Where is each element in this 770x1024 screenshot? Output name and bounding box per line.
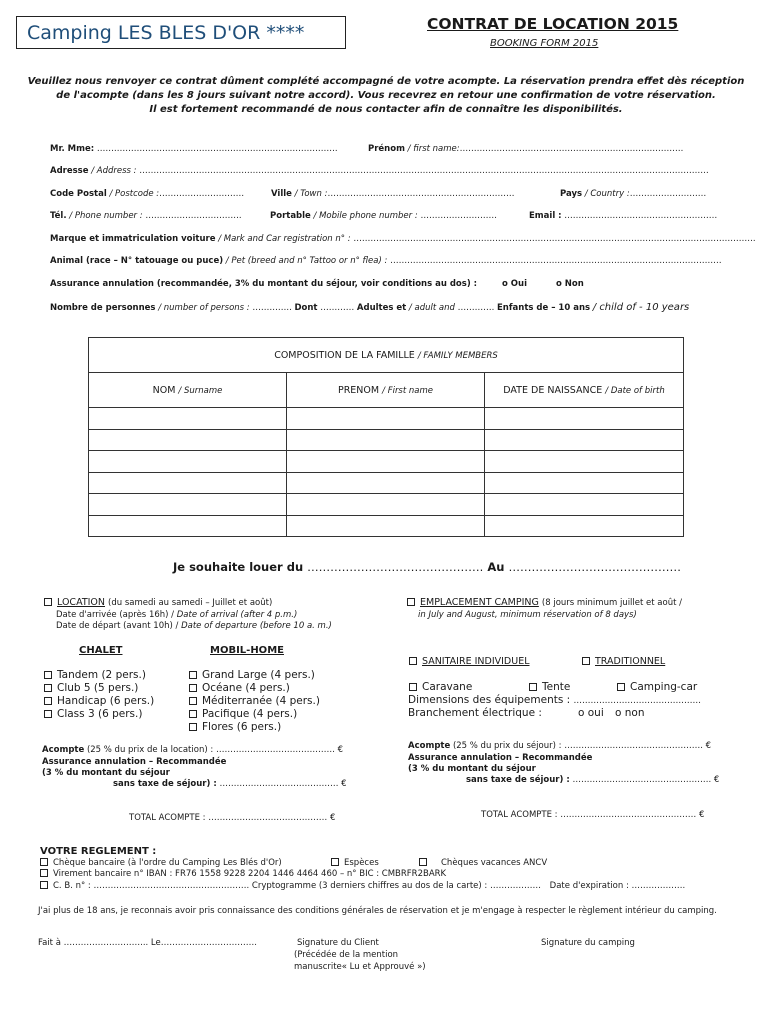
acompte-detail: (25 % du prix de la location) : [86, 745, 214, 755]
location-assurance-line2: (3 % du montant du séjour [42, 768, 170, 778]
email-label: Email : [529, 211, 562, 221]
signature-client-label: Signature du Client [297, 938, 379, 948]
euro-symbol: € [341, 779, 347, 789]
euro-symbol: € [713, 775, 720, 785]
family-title-en: / FAMILY MEMBERS [417, 350, 498, 361]
address-dots[interactable]: ………………………………………………………………………………………………………………………………………………………………………………… [139, 166, 709, 176]
adults-dots[interactable]: …………. [457, 303, 495, 313]
dont-dots[interactable]: ………… [320, 303, 355, 313]
column-birthdate-en: / Date of birth [605, 385, 665, 396]
cell-birthdate[interactable] [485, 515, 684, 537]
dont-label: Dont [294, 303, 318, 313]
checkbox[interactable] [44, 684, 52, 692]
animal-field[interactable] [50, 256, 722, 266]
mobile-field[interactable] [270, 211, 497, 221]
column-surname-en: / Surname [178, 385, 223, 396]
checkbox[interactable] [44, 710, 52, 718]
branchement-line [408, 707, 542, 719]
checkbox[interactable] [189, 710, 197, 718]
adults-en: / adult and [408, 303, 455, 313]
children-label: Enfants de – 10 ans [496, 303, 591, 313]
cheque-label: Chèque bancaire (à l'ordre du Camping Les Blés d'Or) [53, 858, 282, 868]
checkbox[interactable] [40, 881, 48, 889]
mobil-label: Grand Large (4 pers.) [202, 669, 315, 681]
insurance-label: Assurance annulation (recommandée, 3% du montant du séjour, voir conditions au dos) : [50, 279, 478, 289]
assurance-dots[interactable]: …………………………………………. [572, 775, 712, 785]
location-assurance-line1: Assurance annulation – Recommandée [42, 757, 227, 767]
cell-firstname[interactable] [287, 494, 485, 516]
acompte-detail: (25 % du prix du séjour) : [452, 741, 562, 751]
cell-surname[interactable] [89, 429, 287, 451]
emplacement-option[interactable] [407, 597, 682, 608]
assurance-label: sans taxe de séjour) : [466, 775, 570, 785]
insurance-field [50, 279, 477, 289]
emplacement-assurance-line2: (3 % du montant du séjour [408, 764, 536, 774]
animal-dots[interactable]: ……………………………………………………………………………………………………… [390, 256, 722, 266]
animal-label: Animal (race – N° tatouage ou puce) [50, 256, 224, 266]
column-header-firstname [287, 373, 485, 408]
euro-symbol: € [705, 741, 712, 751]
insurance-no-option[interactable]: o Non [556, 279, 584, 289]
postcode-en: / Postcode : [109, 189, 160, 199]
mobil-label: Pacifique (4 pers.) [202, 708, 298, 720]
checkbox[interactable] [617, 683, 625, 691]
mobil-option-pacifique[interactable] [189, 708, 297, 720]
country-en: / Country : [584, 189, 630, 199]
campingcar-option[interactable] [617, 681, 697, 693]
chalet-label: Tandem (2 pers.) [57, 669, 146, 681]
signature-note-line1: (Précédée de la mention [294, 950, 399, 960]
animal-en: / Pet (breed and n° Tattoo or n° flea) : [225, 256, 388, 266]
column-birthdate-label: DATE DE NAISSANCE [503, 384, 603, 396]
column-header-surname [89, 373, 287, 408]
rent-dates[interactable] [173, 560, 681, 574]
location-assurance-line3[interactable] [113, 779, 347, 789]
total-dots[interactable]: ………………………………………… [560, 810, 697, 820]
emplacement-checkbox[interactable] [407, 598, 415, 606]
cell-firstname[interactable] [287, 451, 485, 473]
children-en: / child of - 10 years [592, 302, 690, 313]
phone-label: Tél. [50, 211, 67, 221]
cell-birthdate[interactable] [485, 408, 684, 430]
chalet-option-tandem[interactable] [44, 669, 146, 681]
tente-option[interactable] [529, 681, 570, 693]
dimensions-label: Dimensions des équipements : [408, 694, 571, 706]
name-dots[interactable]: …………………………………………………………………………. [96, 144, 338, 154]
sanitaire-label: SANITAIRE INDIVIDUEL [422, 656, 530, 667]
checkbox[interactable] [582, 657, 590, 665]
mobilhome-title: MOBIL-HOME [210, 645, 284, 656]
mobil-label: Océane (4 pers.) [202, 682, 290, 694]
emplacement-total-line[interactable] [481, 810, 704, 820]
address-en: / Address : [91, 166, 137, 176]
name-field[interactable] [50, 144, 338, 154]
emplacement-acompte-line[interactable] [408, 741, 711, 751]
town-field[interactable] [271, 189, 514, 199]
family-members-table [88, 337, 684, 537]
location-checkbox[interactable] [44, 598, 52, 606]
caravane-label: Caravane [422, 681, 473, 693]
mobil-label: Flores (6 pers.) [202, 721, 282, 733]
traditionnel-label: TRADITIONNEL [595, 656, 666, 667]
checkbox[interactable] [419, 858, 427, 866]
car-dots[interactable]: ……………………………………………………………………………………………………………………………. [353, 234, 756, 244]
chalet-label: Club 5 (5 pers.) [57, 682, 139, 694]
contract-title: CONTRAT DE LOCATION 2015 [427, 15, 679, 33]
postcode-field[interactable] [50, 189, 244, 199]
checkbox[interactable] [529, 683, 537, 691]
address-field[interactable] [50, 166, 739, 176]
rent-label: Je souhaite louer du [173, 560, 304, 574]
campingcar-label: Camping-car [630, 681, 698, 693]
emplacement-subtitle: (8 jours minimum juillet et août / [541, 598, 683, 608]
total-dots[interactable]: …………………………………… [208, 813, 328, 823]
checkbox[interactable] [189, 723, 197, 731]
euro-symbol: € [329, 813, 336, 823]
mobil-option-mediterranee[interactable] [189, 695, 320, 707]
cell-firstname[interactable] [287, 429, 485, 451]
departure-line [56, 621, 332, 631]
intro-line2: Il est fortement recommandé de nous contacter afin de connaître les disponibilités. [149, 104, 623, 115]
cell-surname[interactable] [89, 515, 287, 537]
address-label: Adresse [50, 166, 89, 176]
camping-name-box [16, 16, 346, 49]
cell-birthdate[interactable] [485, 429, 684, 451]
arrival-line [56, 610, 297, 620]
cell-birthdate[interactable] [485, 472, 684, 494]
table-row [89, 494, 684, 516]
column-surname-label: NOM [152, 384, 176, 396]
crypto-label: Cryptogramme (3 derniers chiffres au dos de la carte) : [251, 881, 488, 891]
traditionnel-option[interactable] [582, 656, 665, 667]
intro-text [25, 75, 747, 117]
chalet-option-club5[interactable] [44, 682, 138, 694]
town-label: Ville [271, 189, 292, 199]
booking-form-subtitle: BOOKING FORM 2015 [490, 38, 599, 49]
assurance-dots[interactable]: …………………………………… [219, 779, 339, 789]
checkbox[interactable] [189, 671, 197, 679]
dimensions-dots[interactable]: ……………………………………… [573, 696, 702, 706]
virement-label: Virement bancaire n° IBAN : FR76 1558 9228 2204 1446 4464 460 – n° BIC : CMBRFR2BARK [53, 869, 447, 879]
checkbox[interactable] [189, 684, 197, 692]
emplacement-assurance-line3[interactable] [466, 775, 719, 785]
country-field[interactable] [560, 189, 706, 199]
payment-ancv-option[interactable] [419, 858, 547, 868]
branchement-oui-option[interactable]: o oui [578, 707, 604, 719]
phone-field[interactable] [50, 211, 242, 221]
fait-a-line[interactable]: Fait à ………………………... Le……………………………. [38, 938, 257, 948]
cell-surname[interactable] [89, 451, 287, 473]
acompte-label: Acompte [408, 741, 451, 751]
mobil-option-grand-large[interactable] [189, 669, 315, 681]
payment-cb-option[interactable] [40, 881, 685, 891]
payment-especes-option[interactable] [331, 858, 379, 868]
camping-name: Camping LES BLES D'OR **** [27, 21, 305, 44]
acompte-label: Acompte [42, 745, 85, 755]
mobile-en: / Mobile phone number : [313, 211, 418, 221]
email-dots[interactable]: ……………………………………………… [564, 211, 718, 221]
branchement-non-option[interactable]: o non [615, 707, 645, 719]
emplacement-assurance-line1: Assurance annulation – Recommandée [408, 753, 593, 763]
mobil-option-flores[interactable] [189, 721, 281, 733]
cell-firstname[interactable] [287, 472, 485, 494]
firstname-en: / first name: [407, 144, 460, 154]
name-label: Mr. Mme: [50, 144, 95, 154]
acompte-dots[interactable]: …………………………………… [215, 745, 335, 755]
persons-en: / number of persons : [158, 303, 250, 313]
cell-surname[interactable] [89, 408, 287, 430]
dimensions-line[interactable] [408, 694, 701, 706]
firstname-label: Prénom [368, 144, 405, 154]
checkbox[interactable] [44, 671, 52, 679]
town-dots[interactable]: ………………………………………………………… [327, 189, 515, 199]
signature-camping-label: Signature du camping [541, 938, 635, 948]
checkbox[interactable] [409, 657, 417, 665]
table-row [89, 515, 684, 537]
cell-birthdate[interactable] [485, 451, 684, 473]
intro-line1: Veuillez nous renvoyer ce contrat dûment complété accompagné de votre acompte. La réservation prendra effet dès réception de l'acompte (dans les 8 jours suivant notre accord). Vous recevrez en retour une confirmation de votre réservation. [27, 76, 745, 101]
tente-label: Tente [542, 681, 571, 693]
chalet-label: Class 3 (6 pers.) [57, 708, 143, 720]
total-label: TOTAL ACOMPTE : [481, 810, 558, 820]
emplacement-subtitle-en: in July and August, minimum réservation of 8 days) [418, 610, 637, 620]
persons-field[interactable] [50, 302, 689, 313]
checkbox[interactable] [189, 697, 197, 705]
total-label: TOTAL ACOMPTE : [129, 813, 206, 823]
crypto-dots[interactable]: ……………… [489, 881, 541, 891]
column-firstname-en: / First name [382, 385, 434, 396]
chalet-title: CHALET [79, 645, 123, 656]
persons-label: Nombre de personnes [50, 303, 156, 313]
column-firstname-label: PRENOM [337, 384, 380, 396]
mobile-dots[interactable]: ……………………… [420, 211, 497, 221]
column-header-birthdate [485, 373, 684, 408]
mobil-option-oceane[interactable] [189, 682, 290, 694]
euro-symbol: € [337, 745, 344, 755]
acompte-dots[interactable]: …………………………………………. [564, 741, 703, 751]
insurance-yes-option[interactable]: o Oui [502, 279, 527, 289]
euro-symbol: € [698, 810, 705, 820]
persons-dots[interactable]: ………….. [252, 303, 292, 313]
country-label: Pays [560, 189, 583, 199]
reglement-title: VOTRE REGLEMENT : [40, 846, 157, 857]
car-en: / Mark and Car registration n° : [218, 234, 351, 244]
expiry-label: Date d'expiration : [549, 881, 629, 891]
departure-label: Date de départ (avant 10h) / [56, 621, 179, 631]
sanitaire-option[interactable] [409, 656, 530, 667]
location-option[interactable] [44, 597, 272, 608]
adults-label: Adultes et [356, 303, 407, 313]
rent-to-dots[interactable]: ……………………………………… [508, 560, 681, 574]
cell-surname[interactable] [89, 494, 287, 516]
payment-cheque-option[interactable] [40, 858, 282, 868]
especes-label: Espèces [344, 858, 379, 868]
table-row [89, 451, 684, 473]
location-subtitle: (du samedi au samedi – Juillet et août) [108, 598, 273, 608]
family-table-title [89, 338, 684, 373]
declaration-text: J'ai plus de 18 ans, je reconnais avoir pris connaissance des conditions générales de réservation et je m'engage à respecter le règlement intérieur du camping. [38, 906, 717, 916]
postcode-dots[interactable]: ………………………… [159, 189, 245, 199]
postcode-label: Code Postal [50, 189, 107, 199]
mobil-label: Méditerranée (4 pers.) [202, 695, 320, 707]
mobile-label: Portable [270, 211, 311, 221]
cell-birthdate[interactable] [485, 494, 684, 516]
family-title-fr: COMPOSITION DE LA FAMILLE [274, 349, 415, 361]
caravane-option[interactable] [409, 681, 472, 693]
checkbox[interactable] [331, 858, 339, 866]
arrival-label: Date d'arrivée (après 16h) / [56, 610, 175, 620]
phone-dots[interactable]: ……………………………. [145, 211, 242, 221]
checkbox[interactable] [40, 869, 48, 877]
emplacement-title: EMPLACEMENT CAMPING [420, 597, 539, 608]
cb-dots[interactable]: ………………………………………………. [93, 881, 250, 891]
chalet-option-handicap[interactable] [44, 695, 154, 707]
expiry-dots[interactable]: ………………. [631, 881, 686, 891]
checkbox[interactable] [44, 697, 52, 705]
rent-au-label: Au [487, 560, 505, 574]
assurance-label: sans taxe de séjour) : [113, 779, 217, 789]
phone-en: / Phone number : [69, 211, 143, 221]
firstname-dots[interactable]: ……………………………………………………………………. [459, 144, 684, 154]
chalet-label: Handicap (6 pers.) [57, 695, 155, 707]
cell-firstname[interactable] [287, 408, 485, 430]
car-field[interactable] [50, 234, 756, 244]
cb-label: C. B. n° : [53, 881, 91, 891]
arrival-en: Date of arrival (after 4 p.m.) [176, 610, 298, 620]
cell-firstname[interactable] [287, 515, 485, 537]
payment-virement-option[interactable] [40, 869, 446, 879]
checkbox[interactable] [409, 683, 417, 691]
branchement-label: Branchement électrique : [408, 707, 542, 719]
checkbox[interactable] [40, 858, 48, 866]
departure-en: Date of departure (before 10 a. m.) [181, 621, 332, 631]
email-field[interactable] [529, 211, 717, 221]
ancv-label: Chèques vacances ANCV [441, 858, 548, 868]
table-row [89, 472, 684, 494]
signature-note-line2: manuscrite« Lu et Approuvé ») [294, 962, 426, 972]
car-label: Marque et immatriculation voiture [50, 234, 216, 244]
location-acompte-line[interactable] [42, 745, 343, 755]
location-total-line[interactable] [129, 813, 335, 823]
table-row [89, 429, 684, 451]
country-dots[interactable]: ……………………… [629, 189, 707, 199]
location-title: LOCATION [57, 597, 106, 608]
town-en: / Town : [294, 189, 328, 199]
table-row [89, 408, 684, 430]
rent-from-dots[interactable]: ………………………………………. [307, 560, 484, 574]
firstname-field[interactable] [368, 144, 683, 154]
cell-surname[interactable] [89, 472, 287, 494]
chalet-option-class3[interactable] [44, 708, 142, 720]
